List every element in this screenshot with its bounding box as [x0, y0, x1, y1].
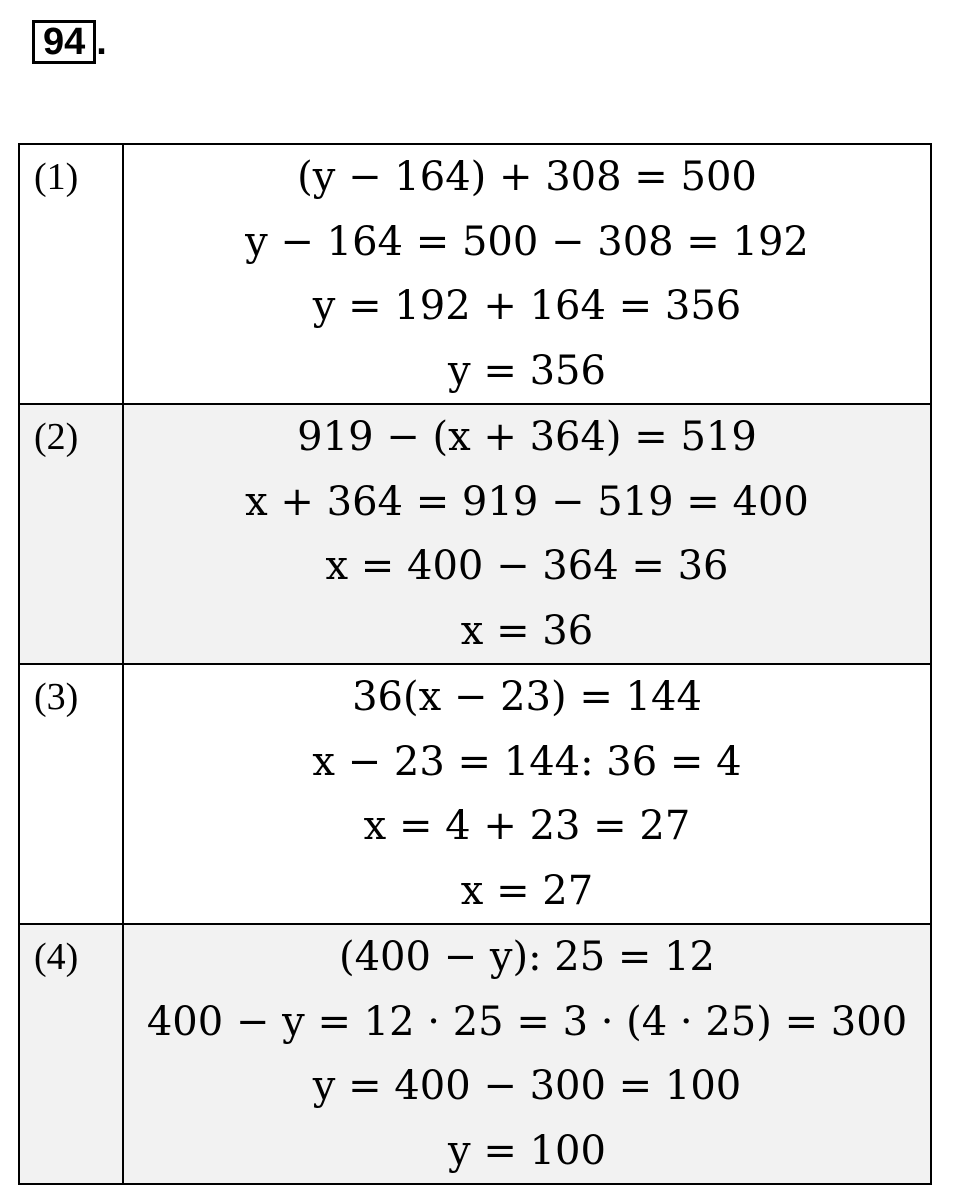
row-label: (1) — [19, 144, 123, 404]
equation-cell — [123, 404, 931, 664]
problem-number — [32, 20, 107, 64]
equation-line: y = 192 + 164 = 356 — [312, 283, 742, 329]
equation-cell — [123, 924, 931, 1184]
equation-line: x + 364 = 919 − 519 = 400 — [245, 478, 809, 525]
row-label: (3) — [19, 664, 123, 924]
equation-cell — [123, 144, 931, 404]
row-label: (2) — [19, 404, 123, 664]
solution-row-3 — [19, 664, 931, 924]
equation-line: y = 400 − 300 = 100 — [312, 1063, 742, 1109]
equation-line: x − 23 = 144: 36 = 4 — [312, 738, 742, 785]
equation-line: 36(x − 23) = 144 — [352, 674, 702, 720]
equation-cell — [123, 664, 931, 924]
solution-row-4 — [19, 924, 931, 1184]
equation-line: x = 400 − 364 = 36 — [325, 543, 729, 589]
equation-line: (y − 164) + 308 = 500 — [297, 154, 757, 200]
problem-number-box: 94 — [32, 20, 96, 64]
solutions-table — [18, 143, 932, 1185]
equation-line: y − 164 = 500 − 308 = 192 — [245, 218, 809, 265]
equation-line: y = 100 — [448, 1127, 606, 1174]
equation-line: y = 356 — [448, 347, 606, 394]
row-label: (4) — [19, 924, 123, 1184]
equation-line: x = 27 — [460, 867, 594, 914]
equation-line: 400 − y = 12 · 25 = 3 · (4 · 25) = 300 — [146, 998, 908, 1045]
solution-row-1 — [19, 144, 931, 404]
equation-line: (400 − y): 25 = 12 — [338, 934, 716, 980]
equation-line: x = 36 — [460, 607, 594, 654]
solution-row-2 — [19, 404, 931, 664]
equation-line: x = 4 + 23 = 27 — [363, 803, 691, 849]
equation-line: 919 − (x + 364) = 519 — [297, 414, 757, 460]
problem-number-dot: . — [96, 21, 107, 63]
